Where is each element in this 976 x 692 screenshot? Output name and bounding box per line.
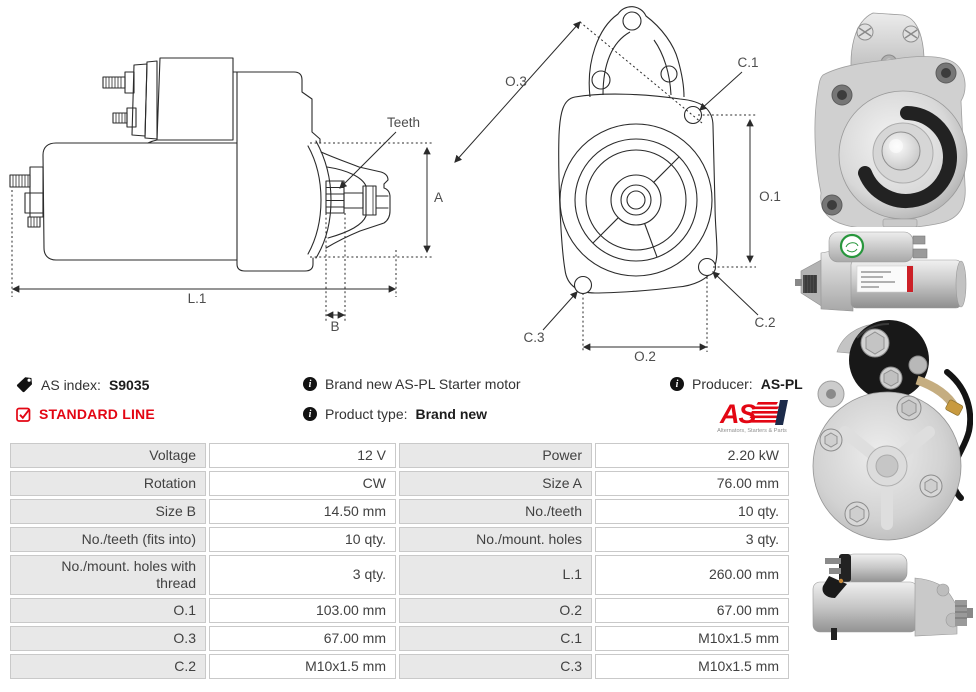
spec-label: No./teeth: [399, 499, 592, 524]
spec-label: L.1: [399, 555, 592, 595]
brand-new-line: [303, 376, 521, 392]
spec-value: 67.00 mm: [209, 626, 396, 651]
spec-label: C.1: [399, 626, 592, 651]
dim-label-l1: L.1: [187, 291, 207, 306]
brand-new-text: Brand new AS-PL Starter motor: [325, 376, 521, 392]
product-type-label: Product type:: [325, 406, 408, 422]
spec-value: 14.50 mm: [209, 499, 396, 524]
technical-drawing-side-view: [0, 0, 450, 370]
spec-value: 103.00 mm: [209, 598, 396, 623]
dim-label-c1: C.1: [737, 55, 759, 70]
spec-value: 10 qty.: [209, 527, 396, 552]
as-pl-logo: [712, 398, 792, 434]
spec-table: [10, 443, 789, 679]
spec-value: M10x1.5 mm: [209, 654, 396, 679]
tag-icon: [16, 376, 33, 393]
spec-label: Voltage: [10, 443, 206, 468]
spec-label: C.3: [399, 654, 592, 679]
teeth-label: Teeth: [387, 115, 421, 130]
product-photo-front-view: [795, 5, 975, 227]
spec-label: Rotation: [10, 471, 206, 496]
spec-label: C.2: [10, 654, 206, 679]
as-index-label: AS index:: [41, 376, 101, 393]
as-index-line: [16, 376, 149, 393]
producer-value: AS-PL: [760, 376, 803, 392]
product-photo-side-view-2: [795, 546, 975, 648]
spec-label: No./mount. holes: [399, 527, 592, 552]
as-index-value: S9035: [108, 376, 150, 393]
product-photo-side-label-view: [795, 227, 975, 313]
spec-value: 76.00 mm: [595, 471, 789, 496]
dim-label-b: B: [330, 319, 340, 334]
spec-label: No./teeth (fits into): [10, 527, 206, 552]
spec-value: 3 qty.: [209, 555, 396, 595]
spec-value: 67.00 mm: [595, 598, 789, 623]
info-icon: i: [303, 407, 317, 421]
spec-label: Size A: [399, 471, 592, 496]
info-icon: i: [303, 377, 317, 391]
producer-label: Producer:: [692, 376, 753, 392]
checkbox-checked-icon: [16, 407, 31, 422]
spec-value: 3 qty.: [595, 527, 789, 552]
dim-label-o3: O.3: [505, 74, 527, 89]
spec-value: M10x1.5 mm: [595, 654, 789, 679]
logo-text: AS: [720, 399, 756, 429]
spec-label: O.3: [10, 626, 206, 651]
dim-label-o1: O.1: [759, 189, 781, 204]
spec-value: 12 V: [209, 443, 396, 468]
logo-tagline: Alternators, Starters & Parts: [717, 428, 787, 434]
info-icon: i: [670, 377, 684, 391]
product-photos-column: [795, 0, 976, 692]
standard-line-label: STANDARD LINE: [39, 406, 155, 422]
spec-value: 2.20 kW: [595, 443, 789, 468]
spec-label: O.2: [399, 598, 592, 623]
product-type-line: [303, 406, 487, 422]
producer-line: [670, 376, 803, 392]
product-photo-rear-view: [797, 316, 973, 544]
dim-label-o2: O.2: [634, 349, 656, 364]
standard-line-badge: [16, 406, 155, 422]
product-type-value: Brand new: [415, 406, 488, 422]
spec-label: O.1: [10, 598, 206, 623]
spec-value: 260.00 mm: [595, 555, 789, 595]
spec-label: Power: [399, 443, 592, 468]
spec-label: Size B: [10, 499, 206, 524]
technical-drawing-front-view: [440, 0, 790, 370]
dim-label-c3: C.3: [523, 330, 545, 345]
spec-value: 10 qty.: [595, 499, 789, 524]
spec-label: No./mount. holes with thread: [10, 555, 206, 595]
spec-value: CW: [209, 471, 396, 496]
dim-label-a: A: [434, 190, 444, 205]
product-info-section: [10, 372, 803, 440]
dim-label-c2: C.2: [754, 315, 776, 330]
spec-value: M10x1.5 mm: [595, 626, 789, 651]
